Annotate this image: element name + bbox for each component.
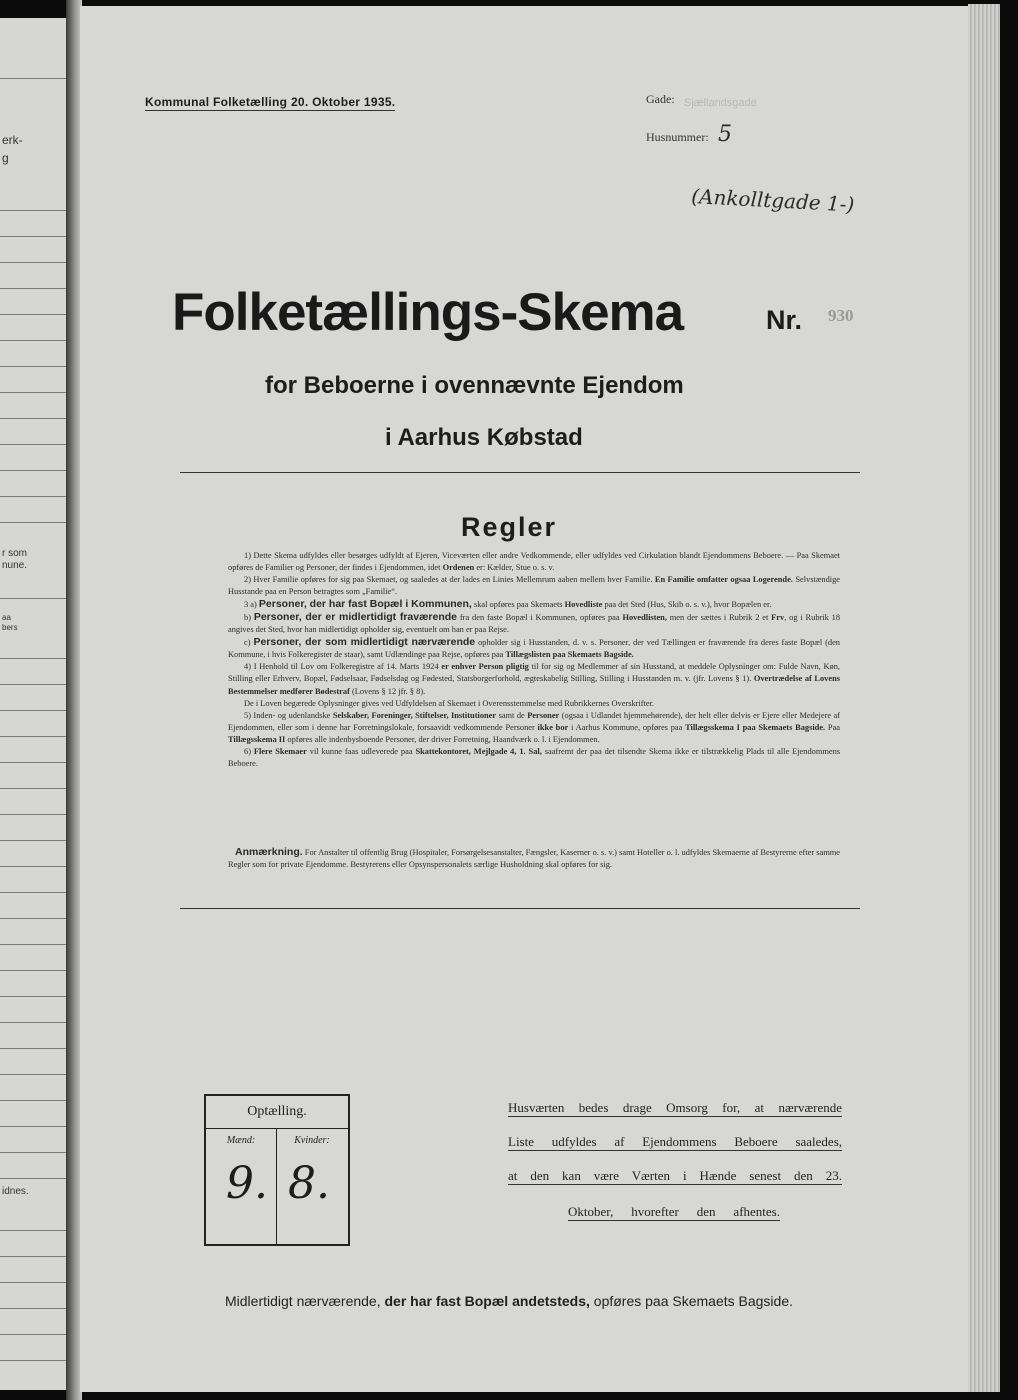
street-label: Gade: [646,92,675,106]
left-page-margin [0,18,66,1390]
house-number-value: 5 [718,122,732,147]
women-count: 8. [288,1158,330,1209]
left-rule [0,1152,66,1153]
subtitle-residents: for Beboerne i ovennævnte Ejendom [265,372,684,399]
notice-line: at den kan være Værten i Hænde senest den 23. [508,1168,842,1183]
left-rule [0,944,66,945]
left-rule [0,788,66,789]
rule-3b: b) Personer, der er midlertidigt fraværende fra den faste Bopæl i Kommunen, opføres paa Hovedlisten, men der sættes i Rubrik 2 et Frv, og i Rubrik 18 angives det Sted, hvor han midlertidigt opholder sig, eventuelt om han er paa Rejse. [228,611,841,635]
annotation-text: For Anstalter til offentlig Brug (Hospitaler, Forsørgelsesanstalter, Fængsler, Kaserner o. s. v.) samt Hoteller o. l. udfyldes Skemaerne af Bestyrerne efter samme Regler som for private Ejendomme. Bestyrerens eller Opsynspersonalets særlige Husholdning skal opføres for sig. [228,848,840,870]
rule-4b: De i Loven begærede Oplysninger gives ved Udfyldelsen af Skemaet i Overensstemmelse med Rubrikkernes Overskrifter. [244,698,655,708]
rule-6: 6) Flere Skemaer vil kunne faas udleverede paa Skattekontoret, Mejlgade 4, 1. Sal, saafremt der paa det tilsendte Skema ikke er tilstrækkelig Plads til alle Ejendommens Beboere. [228,746,841,768]
left-rule [0,496,66,497]
left-rule [0,1230,66,1231]
rule-3a: 3 a) Personer, der har fast Bopæl i Kommunen, skal opføres paa Skemaets Hovedliste paa det Sted (Hus, Skib o. s. v.), hvor Bopælen er. [244,598,772,611]
left-rule [0,78,66,79]
left-rule [0,314,66,315]
women-label: Kvinder: [294,1135,330,1146]
footer-note: Midlertidigt nærværende, der har fast Bopæl andetsteds, opføres paa Skemaets Bagside. [224,1293,794,1309]
left-rule [0,710,66,711]
left-rule [0,598,66,599]
page-edges [968,4,1000,1392]
house-number-label: Husnummer: [646,130,709,144]
left-rule [0,1282,66,1283]
notice-line: Liste udfyldes af Ejendommens Beboere saaledes, [508,1134,842,1149]
rules-heading: Regler [460,512,558,542]
census-header: Kommunal Folketælling 20. Oktober 1935. [145,95,396,109]
left-rule [0,418,66,419]
men-count: 9. [226,1158,268,1209]
annotation [228,846,840,871]
rule-4: 4) I Henhold til Lov om Folkeregistre af 14. Marts 1924 er enhver Person pligtig til for sig og Medlemmer af sin Husstand, at meddele Oplysninger om: Fulde Navn, Køn, Stilling eller Erhverv, Bopæl, Fødselsaar, Fødselsdag og Fødested, Statsborgerforhold, ægteskabelig Stilling, Stilling i Husstanden m. v. (jfr. Lovens § 1). Overtrædelse af Lovens Bestemmelser medfører Bødestraf (Lovens § 12 jfr. § 8). [228,662,841,696]
left-rule [0,658,66,659]
rule-3c: c) Personer, der som midlertidigt nærværende opholder sig i Husstanden, d. v. s. Personer, der ved Tællingen er fraværende fra deres faste Bopæl (den Kommune, i hvis Folkeregister de staar), samt Udlændinge paa Rejse, opføres paa Tillægslisten paa Skemaets Bagside. [228,636,840,660]
left-rule [0,1334,66,1335]
rule-2: 2) Hver Familie opføres for sig paa Skemaet, og saaledes at der lades en Linies Mellemrum aaben mellem hver Familie. En Familie omfatter ogsaa Logerende. Selvstændige Husstande paa en Person betragtes som „Familie“. [228,575,841,597]
left-rule [0,340,66,341]
left-rule [0,892,66,893]
left-rule [0,392,66,393]
left-rule [0,866,66,867]
left-rule [0,736,66,737]
left-fragment: aa [2,613,11,622]
left-rule [0,814,66,815]
left-fragment: erk- [2,133,23,147]
divider-bottom [180,908,860,909]
left-rule [0,1074,66,1075]
count-box-title: Optælling. [206,1096,348,1129]
left-rule [0,1048,66,1049]
left-rule [0,1126,66,1127]
form-number-label: Nr. [766,305,803,335]
left-rule [0,366,66,367]
annotation-label: Anmærkning. [235,846,303,858]
left-rule [0,262,66,263]
left-rule [0,996,66,997]
left-fragment: bers [2,623,18,632]
left-rule [0,970,66,971]
men-label: Mænd: [226,1135,256,1146]
left-rule [0,1100,66,1101]
notice-line: Oktober, hvorefter den afhentes. [568,1204,780,1219]
rules-text [228,550,840,770]
left-rule [0,1178,66,1179]
left-fragment: nune. [2,560,28,571]
left-rule [0,210,66,211]
notice-line: Husværten bedes drage Omsorg for, at nærværende [508,1100,842,1115]
left-fragment: r som [2,548,27,559]
street-value: Sjællandsgade [684,97,757,109]
divider-top [180,472,860,473]
left-rule [0,918,66,919]
left-rule [0,236,66,237]
left-fragment: g [2,151,9,165]
left-rule [0,288,66,289]
left-rule [0,470,66,471]
form-title: Folketællings-Skema [172,283,684,342]
left-rule [0,1256,66,1257]
left-rule [0,840,66,841]
left-rule [0,684,66,685]
left-rule [0,1360,66,1361]
subtitle-town: i Aarhus Købstad [385,424,583,451]
left-rule [0,444,66,445]
count-box [204,1094,350,1246]
handwritten-note: (Ankolltgade 1-) [690,184,855,217]
rule-5: 5) Inden- og udenlandske Selskaber, Foreninger, Stiftelser, Institutioner samt de Personer (ogsaa i Udlandet hjemmehørende), der helt eller delvis er Ejere eller Medejere af Ejendommen, eller som i denne har Forretningslokale, forsaavidt vedkommende Personer ikke bor i Aarhus Kommune, opføres paa Tillægsskema I paa Skemaets Bagside. Paa Tillægsskema II opføres alle indenbysboende Personer, der driver Forretning, Haandværk o. l. i Ejendommen. [228,710,841,744]
left-fragment: idnes. [2,1186,29,1197]
form-number-value: 930 [828,306,854,325]
rule-1: 1) Dette Skema udfyldes eller besørges udfyldt af Ejeren, Viceværten eller andre Vedkommende, eller udfyldes ved Cirkulation blandt Ejendommens Beboere. — Paa Skemaet opføres de Familier og Personer, der findes i Ejendommen, idet Ordenen er: Kælder, Stue o. s. v. [228,551,840,573]
left-rule [0,1022,66,1023]
left-rule [0,762,66,763]
